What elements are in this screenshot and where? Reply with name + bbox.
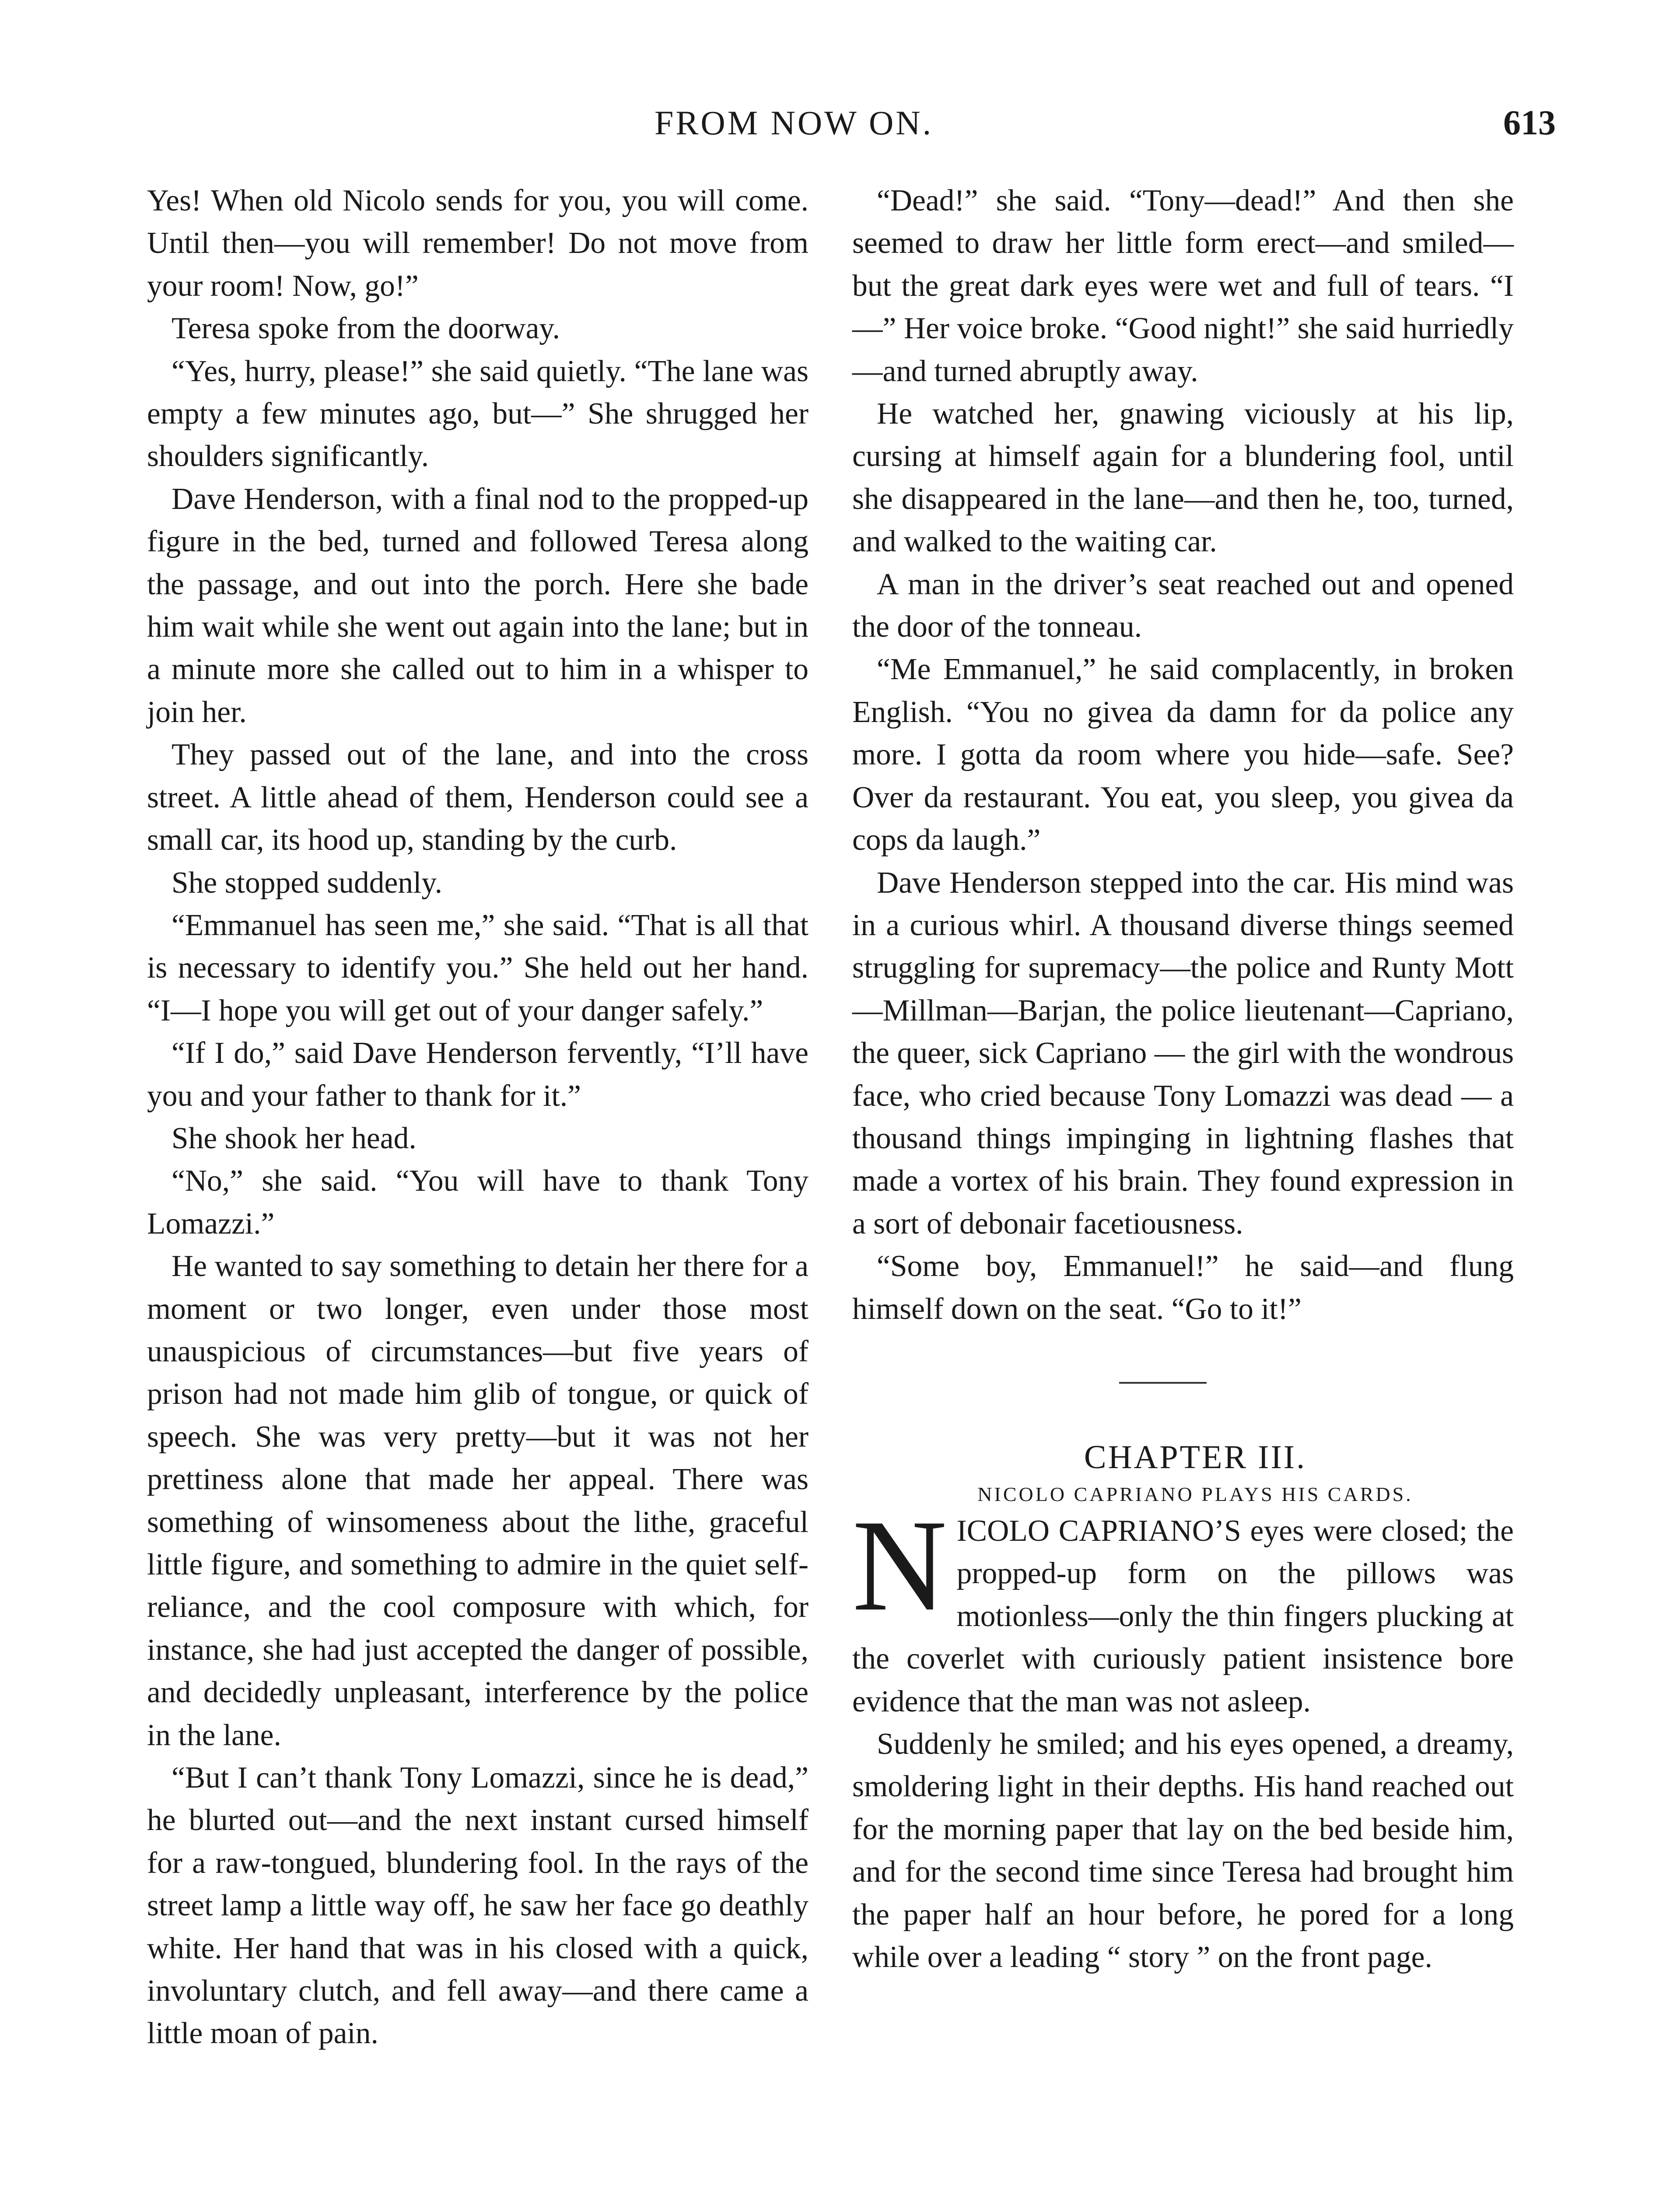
right-column <box>852 179 1514 1978</box>
paragraph: “Emmanuel has seen me,” she said. “That is all that is necessary to identify you.” She held out her hand. “I—I hope you will get out of your danger safely.” <box>147 908 808 1027</box>
paragraph: He wanted to say something to detain her there for a moment or two longer, even under those most unauspicious of circumstances—but five years of prison had not made him glib of tongue, or quick of speech. She was very pretty—but it was not her prettiness alone that made her appeal. There was something of winsomeness about the lithe, graceful little figure, and something to admire in the quiet self-reliance, and the cool composure with which, for instance, she had just accepted the danger of possible, and decidedly unpleasant, interference by the police in the lane. <box>147 1249 808 1752</box>
paragraph: Dave Henderson stepped into the car. His mind was in a curious whirl. A thousand diverse things seemed struggling for supremacy—the police and Runty Mott—Millman—Barjan, the police lieutenant—Capriano, the queer, sick Capriano — the girl with the wondrous face, who cried because Tony Lomazzi was dead — a thousand things impinging in lightning flashes that made a vortex of his brain. They found expression in a sort of debonair facetiousness. <box>852 866 1514 1241</box>
paragraph: “But I can’t thank Tony Lomazzi, since he is dead,” he blurted out—and the next instant cursed himself for a raw-tongued, blundering fool. In the rays of the street lamp a little way off, he saw her face go deathly white. Her hand that was in his closed with a quick, involuntary clutch, and fell away—and there came a little moan of pain. <box>147 1761 808 2051</box>
paragraph: “Me Emmanuel,” he said complacently, in broken English. “You no givea da damn for da police any more. I gotta da room where you hide—safe. See? Over da restaurant. You eat, you sleep, you givea da cops da laugh.” <box>852 652 1514 857</box>
paragraph: She shook her head. <box>172 1121 416 1155</box>
opening-text: ICOLO CAPRIANO’S eyes were closed; the propped-up form on the pillows was motionless—only the thin fingers plucking at the coverlet with curiously patient insistence bore evidence that the man was not asleep. <box>852 1514 1514 1718</box>
paragraph: Dave Henderson, with a final nod to the propped-up figure in the bed, turned and followed Teresa along the passage, and out into the porch. Here she bade him wait while she went out again into the lane; but in a minute more she called out to him in a whisper to join her. <box>147 482 808 729</box>
left-column <box>147 179 808 2055</box>
paragraph: She stopped suddenly. <box>172 866 443 900</box>
paragraph: They passed out of the lane, and into the cross street. A little ahead of them, Henderson could see a small car, its hood up, standing by the curb. <box>147 738 808 857</box>
section-divider <box>852 1330 1514 1435</box>
paragraph: Suddenly he smiled; and his eyes opened, a dreamy, smoldering light in their depths. His hand reached out for the morning paper that lay on the bed beside him, and for the second time since Teresa had brought him the paper half an hour before, he pored for a long while over a leading “ story ” on the front page. <box>852 1727 1514 1974</box>
running-title: FROM NOW ON. <box>654 104 934 142</box>
paragraph: He watched her, gnawing viciously at his lip, cursing at himself again for a blundering fool, until she disappeared in the lane—and then he, too, turned, and walked to the waiting car. <box>852 397 1514 559</box>
page-number: 613 <box>1503 104 1556 142</box>
paragraph: “Yes, hurry, please!” she said quietly. “The lane was empty a few minutes ago, but—” She shrugged her shoulders significantly. <box>147 354 808 473</box>
drop-cap: N <box>852 1492 947 1638</box>
paragraph: “Some boy, Emmanuel!” he said—and flung himself down on the seat. “Go to it!” <box>852 1249 1514 1326</box>
paragraph: “If I do,” said Dave Henderson fervently, “I’ll have you and your father to thank for it.” <box>147 1036 808 1113</box>
paragraph: “No,” she said. “You will have to thank Tony Lomazzi.” <box>147 1164 808 1241</box>
chapter-subtitle: NICOLO CAPRIANO PLAYS HIS CARDS. <box>977 1483 1413 1505</box>
chapter-heading: CHAPTER III. <box>1084 1438 1307 1476</box>
paragraph: Yes! When old Nicolo sends for you, you will come. Until then—you will remember! Do not move from your room! Now, go!” <box>147 184 808 303</box>
paragraph: Teresa spoke from the doorway. <box>172 312 560 346</box>
paragraph: A man in the driver’s seat reached out and opened the door of the tonneau. <box>852 567 1514 644</box>
page-header <box>0 103 1680 156</box>
paragraph: “Dead!” she said. “Tony—dead!” And then she seemed to draw her little form erect—and smiled—but the great dark eyes were wet and full of tears. “I—” Her voice broke. “Good night!” she said hurriedly—and turned abruptly away. <box>852 184 1514 388</box>
